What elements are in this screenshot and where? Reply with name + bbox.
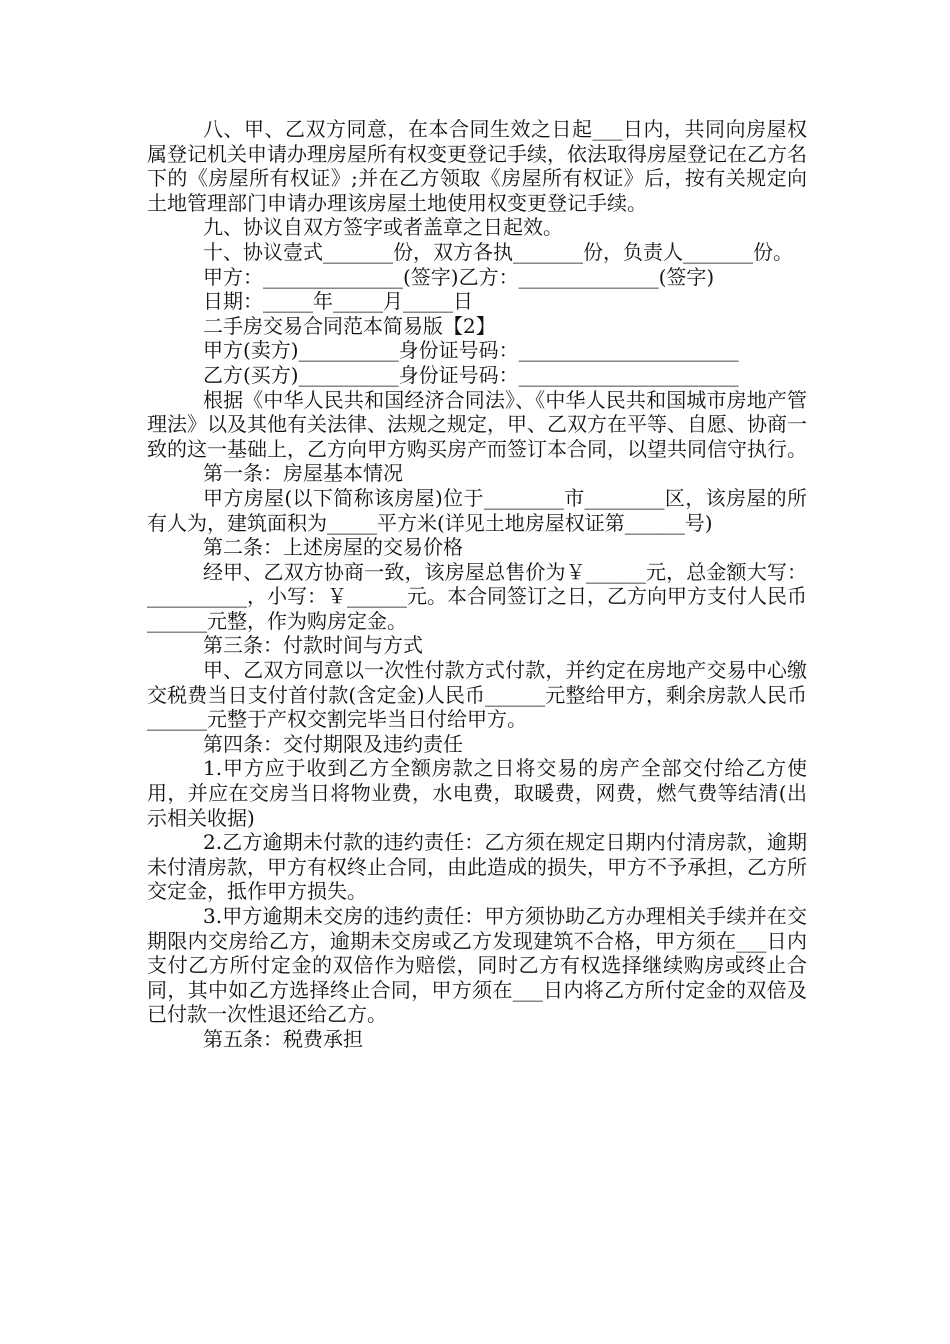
article-4-item-3: 3.甲方逾期未交房的违约责任：甲方须协助乙方办理相关手续并在交期限内交房给乙方，逾期未交房或乙方发现建筑不合格，甲方须在___日内支付乙方所付定金的双倍作为赔偿，同时乙方有权选择继续购房或终止合同，其中如乙方选择终止合同，甲方须在___日内将乙方所付定金的双倍及已付款一次性退还给乙方。: [147, 904, 807, 1027]
signature-line: 甲方：______________(签字)乙方：______________(签字): [203, 264, 715, 289]
party-a-line: 甲方(卖方)__________身份证号码：______________________: [203, 338, 739, 363]
clause-10: 十、协议壹式_______份，双方各执_______份，负责人_______份。: [203, 239, 793, 264]
article-4-item-2: 2.乙方逾期未付款的违约责任：乙方须在规定日期内付清房款，逾期未付清房款，甲方有权终止合同，由此造成的损失，甲方不予承担，乙方所交定金，抵作甲方损失。: [147, 830, 807, 904]
date-line: 日期：_____年_____月_____日: [203, 289, 473, 314]
article-2-heading: 第二条：上述房屋的交易价格: [203, 535, 463, 560]
article-5-heading: 第五条：税费承担: [203, 1026, 363, 1051]
article-4-heading: 第四条：交付期限及违约责任: [203, 731, 463, 756]
clause-9: 九、协议自双方签字或者盖章之日起效。: [203, 215, 563, 240]
clause-8: 八、甲、乙双方同意，在本合同生效之日起___日内，共同向房屋权属登记机关申请办理房屋所有权变更登记手续，依法取得房屋登记在乙方名下的《房屋所有权证》;并在乙方领取《房屋所有权证》后，按有关规定向土地管理部门申请办理该房屋土地使用权变更登记手续。: [147, 117, 807, 215]
article-1-body: 甲方房屋(以下简称该房屋)位于________市________区，该房屋的所有人为，建筑面积为_____平方米(详见土地房屋权证第______号): [147, 485, 807, 535]
article-3-body: 甲、乙双方同意以一次性付款方式付款，并约定在房地产交易中心缴交税费当日支付首付款(含定金)人民币______元整给甲方，剩余房款人民币______元整于产权交割完毕当日付给甲方。: [147, 658, 807, 732]
party-b-line: 乙方(买方)__________身份证号码：______________________: [203, 362, 739, 387]
preamble: 根据《中华人民共和国经济合同法》、《中华人民共和国城市房地产管理法》以及其他有关法律、法规之规定，甲、乙双方在平等、自愿、协商一致的这一基础上，乙方向甲方购买房产而签订本合同，以望共同信守执行。: [147, 387, 807, 461]
article-4-item-1: 1.甲方应于收到乙方全额房款之日将交易的房产全部交付给乙方使用，并应在交房当日将物业费，水电费，取暖费，网费，燃气费等结清(出示相关收据): [147, 756, 807, 830]
article-2-body: 经甲、乙双方协商一致，该房屋总售价为￥______元，总金额大写：__________，小写：￥______元。本合同签订之日，乙方向甲方支付人民币______元整，作为购房定金。: [147, 559, 807, 633]
section-title: 二手房交易合同范本简易版【2】: [203, 313, 496, 338]
article-1-heading: 第一条：房屋基本情况: [203, 461, 403, 486]
article-3-heading: 第三条：付款时间与方式: [203, 633, 423, 658]
contract-page: [147, 117, 807, 1052]
